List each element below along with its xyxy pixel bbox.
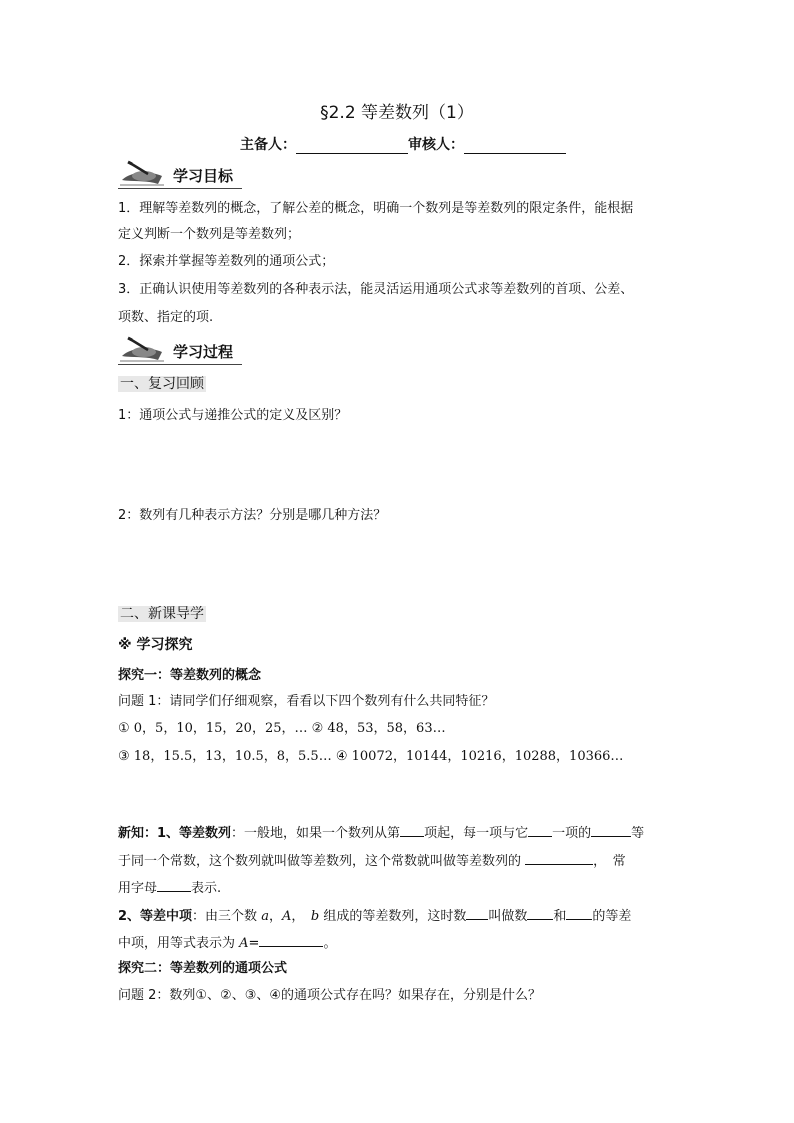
review-question-1: 1：通项公式与递推公式的定义及区别？ (118, 408, 348, 423)
goal-line: 1．理解等差数列的概念，了解公差的概念，明确一个数列是等差数列的限定条件，能根据 (118, 201, 634, 216)
process-heading: 学习过程 (173, 343, 234, 361)
definition-2-line-2: 中项，用等式表示为 A= 。 (118, 933, 336, 953)
page-title: §2.2 等差数列（1） (320, 103, 474, 123)
fill-blank (157, 878, 191, 892)
definition-2-line-1: 2、等差中项：由三个数 a，A， b 组成的等差数列，这时数 叫做数 和 的等差 (118, 906, 631, 926)
definition-1-line-1: 新知：1、等差数列：一般地，如果一个数列从第 项起，每一项与它 一项的 等 (118, 823, 644, 843)
author-label: 主备人： (240, 137, 296, 153)
fill-blank (466, 906, 488, 920)
definition-1-line-3: 用字母 表示. (118, 878, 221, 898)
new-lesson-heading: 二、新课导学 (120, 606, 204, 622)
process-heading-underline (118, 364, 242, 365)
review-question-2: 2：数列有几种表示方法？分别是哪几种方法？ (118, 508, 387, 523)
problem-2: 问题 2：数列①、②、③、④的通项公式存在吗？如果存在，分别是什么？ (118, 988, 542, 1003)
goal-line: 2．探索并掌握等差数列的通项公式； (118, 254, 335, 269)
problem-1: 问题 1：请同学们仔细观察，看看以下四个数列有什么共同特征？ (118, 694, 495, 709)
review-heading: 一、复习回顾 (120, 376, 204, 392)
goal-line: 项数、指定的项. (118, 310, 214, 325)
goals-heading-underline (118, 188, 242, 189)
fill-blank (528, 823, 552, 837)
goal-line: 定义判断一个数列是等差数列； (118, 227, 301, 242)
fill-blank (525, 851, 593, 865)
definition-1-line-2: 于同一个常数，这个数列就叫做等差数列，这个常数就叫做等差数列的 ， 常 (118, 851, 626, 871)
pen-paper-icon (118, 160, 168, 188)
goal-line: 3．正确认识使用等差数列的各种表示法，能灵活运用通项公式求等差数列的首项、公差、 (118, 282, 634, 297)
fill-blank (259, 933, 323, 947)
fill-blank (527, 906, 553, 920)
fill-blank (400, 823, 424, 837)
explore-2-heading: 探究二：等差数列的通项公式 (118, 961, 288, 976)
sequence-line-1: ① 0，5，10，15，20，25，… ② 48，53，58，63… (118, 721, 446, 736)
reviewer-blank (464, 138, 566, 154)
reviewer-label: 审核人： (408, 137, 464, 153)
author-blank (296, 138, 408, 154)
author-line (240, 134, 566, 154)
fill-blank (566, 906, 592, 920)
explore-title: ※ 学习探究 (118, 637, 193, 653)
sequence-line-2: ③ 18，15.5，13，10.5，8，5.5… ④ 10072，10144，10216，10288，10366… (118, 749, 624, 764)
explore-1-heading: 探究一：等差数列的概念 (118, 668, 262, 683)
fill-blank (591, 823, 631, 837)
goals-heading: 学习目标 (173, 167, 234, 185)
pen-paper-icon (118, 336, 168, 364)
